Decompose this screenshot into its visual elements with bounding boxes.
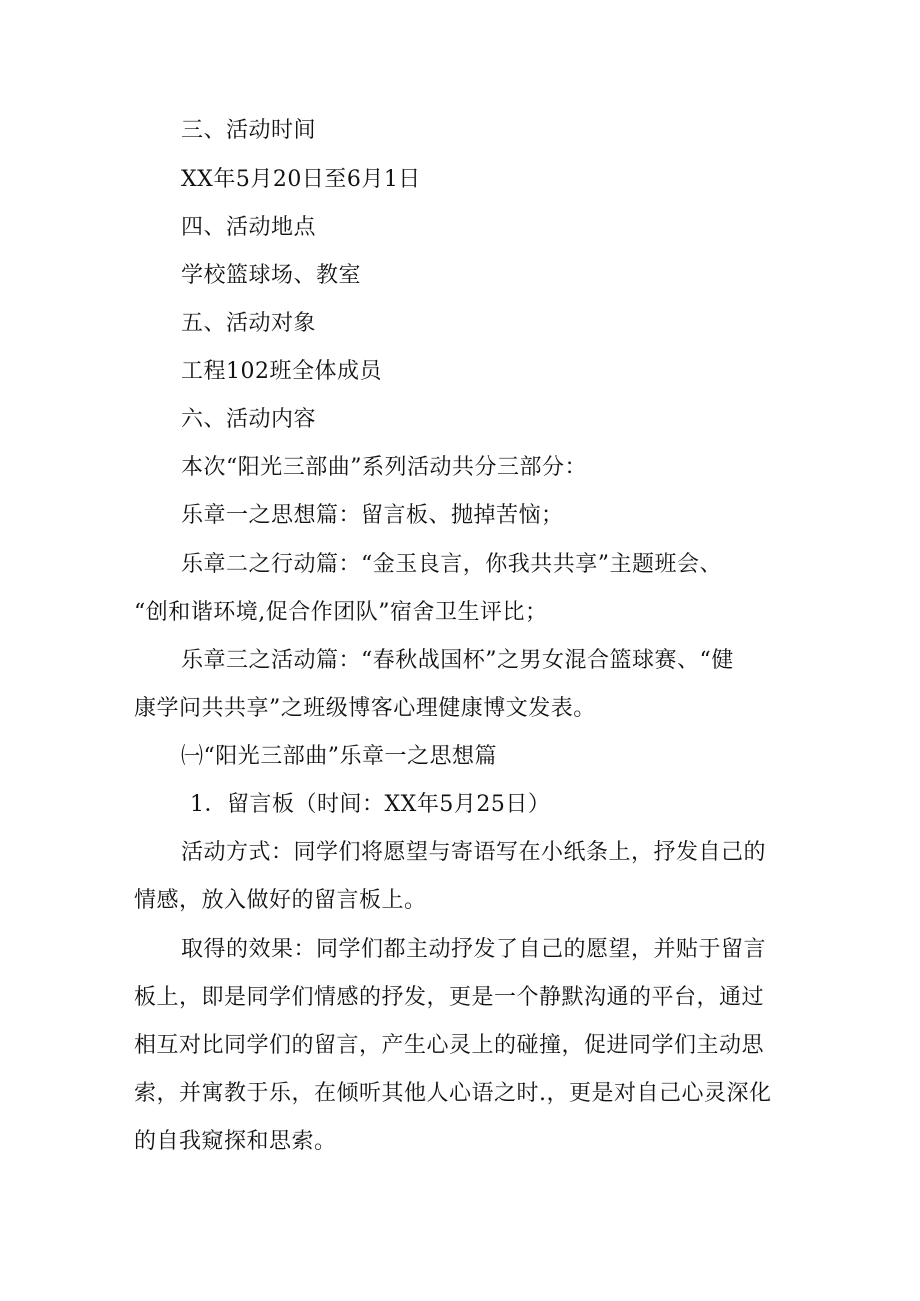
method-paragraph-line-2: 情感，放入做好的留言板上。 bbox=[134, 888, 427, 913]
activity-time-text: XX年5月20日至6月1日 bbox=[181, 167, 421, 192]
content-intro: 本次“阳光三部曲”系列活动共分三部分： bbox=[181, 455, 587, 480]
activity-location-text: 学校篮球场、教室 bbox=[181, 263, 362, 288]
movement-one-text: 乐章一之思想篇：留言板、抛掉苦恼； bbox=[181, 503, 564, 528]
subsection-heading-one: ㈠“阳光三部曲”乐章一之思想篇 bbox=[181, 744, 497, 769]
effect-paragraph-line-1: 取得的效果：同学们都主动抒发了自己的愿望，并贴于留言 bbox=[181, 937, 767, 962]
effect-paragraph-line-5: 的自我窥探和思索。 bbox=[134, 1129, 337, 1154]
effect-paragraph-line-4: 索，并寓教于乐，在倾听其他人心语之时.，更是对自己心灵深化 bbox=[134, 1081, 772, 1106]
effect-paragraph-line-3: 相互对比同学们的留言，产生心灵上的碰撞，促进同学们主动思 bbox=[134, 1033, 765, 1058]
section-heading-audience: 五、活动对象 bbox=[181, 311, 317, 336]
movement-two-text-line-1: 乐章二之行动篇：“金玉良言，你我共共享”主题班会、 bbox=[181, 552, 722, 577]
section-heading-content: 六、活动内容 bbox=[181, 407, 317, 432]
section-heading-location: 四、活动地点 bbox=[181, 215, 317, 240]
section-heading-time: 三、活动时间 bbox=[181, 118, 317, 143]
effect-paragraph-line-2: 板上，即是同学们情感的抒发，更是一个静默沟通的平台，通过 bbox=[134, 985, 765, 1010]
movement-three-text-line-2: 康学问共共享”之班级博客心理健康博文发表。 bbox=[134, 696, 596, 721]
movement-two-text-line-2: “创和谐环境,促合作团队”宿舍卫生评比； bbox=[134, 600, 548, 625]
movement-three-text-line-1: 乐章三之活动篇：“春秋战国杯”之男女混合篮球赛、“健 bbox=[181, 648, 734, 673]
activity-audience-text: 工程102班全体成员 bbox=[181, 359, 382, 384]
item-heading-message-board: 1．留言板（时间：XX年5月25日） bbox=[190, 792, 551, 817]
method-paragraph-line-1: 活动方式：同学们将愿望与寄语写在小纸条上，抒发自己的 bbox=[181, 840, 767, 865]
